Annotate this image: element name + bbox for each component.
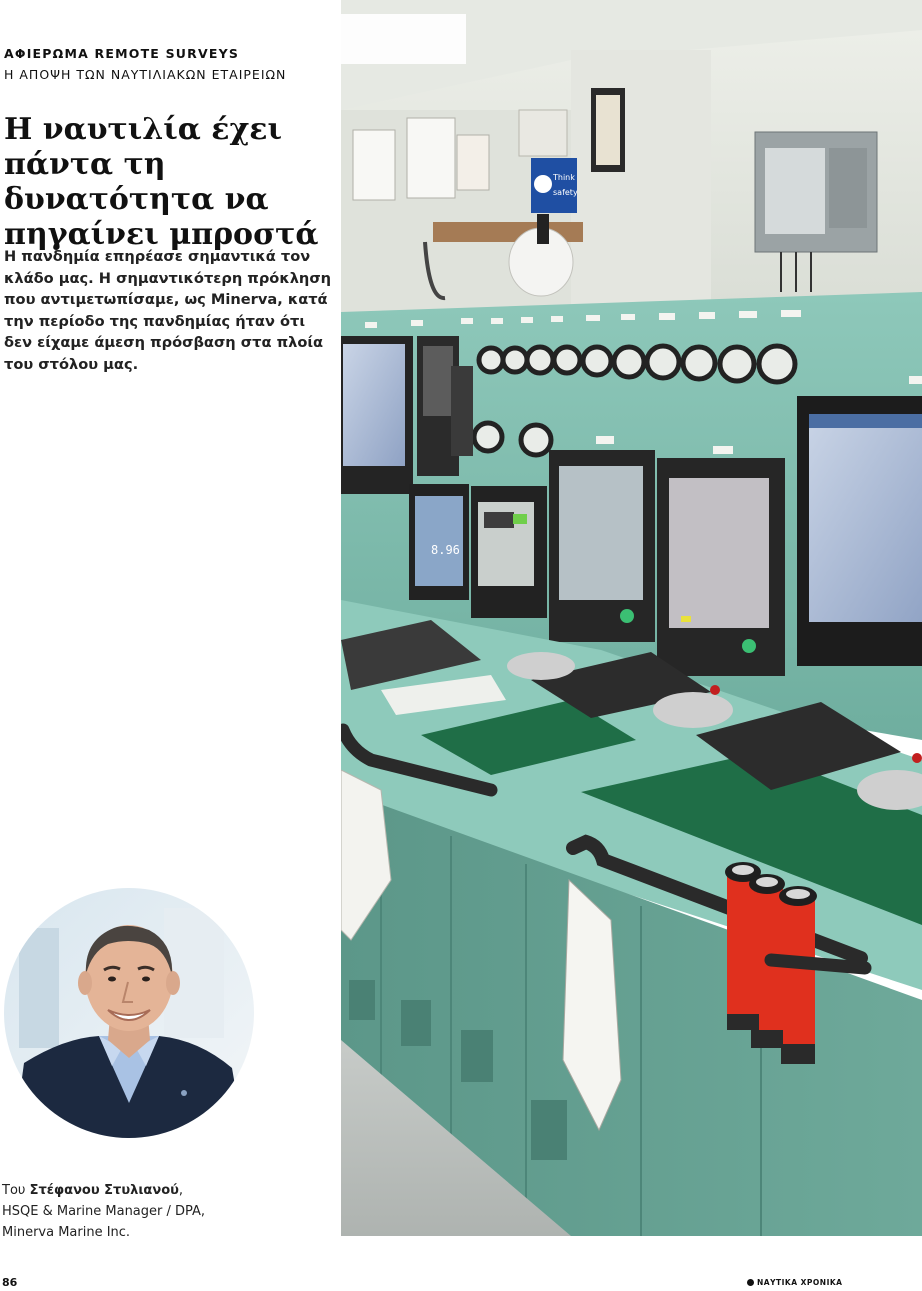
publication-footer <box>747 1278 843 1287</box>
author-company: Minerva Marine Inc. <box>2 1225 131 1240</box>
article-lead: Η πανδημία επηρέασε σημαντικά τον κλάδο μας. Η σημαντικότερη πρόκληση που αντιμετωπίσαμε, ως Minerva, κατά την περίοδο της πανδημίας ήταν ότι δεν είχαμε άμεση πρόσβαση στα πλοία του στόλου μας. <box>4 248 332 373</box>
publication-logo-icon <box>747 1279 754 1286</box>
engine-control-room-photo <box>341 0 922 1236</box>
byline-prefix: Του <box>2 1183 26 1198</box>
author-portrait <box>4 888 254 1138</box>
readout-value: 8.96 <box>431 543 460 557</box>
publication-name: ΝΑΥΤΙΚΑ ΧΡΟΝΙΚΑ <box>757 1278 843 1287</box>
engine-control-room-illustration <box>341 0 922 1236</box>
section-subkicker: Η ΑΠΟΨΗ ΤΩΝ ΝΑΥΤΙΛΙΑΚΩΝ ΕΤΑΙΡΕΙΩΝ <box>4 67 287 82</box>
author-name: Στέφανου Στυλιανού <box>29 1183 179 1198</box>
author-byline <box>2 1180 332 1243</box>
article-headline: Η ναυτιλία έχει πάντα τη δυνατότητα να πηγαίνει μπροστά <box>4 112 319 252</box>
page-number: 86 <box>2 1276 18 1289</box>
section-kicker: ΑΦΙΕΡΩΜΑ REMOTE SURVEYS <box>4 46 240 61</box>
sign-safety: safety <box>553 188 578 197</box>
byline-comma: , <box>178 1183 184 1198</box>
author-role: HSQE & Marine Manager / DPA, <box>2 1204 206 1219</box>
sign-think: Think <box>553 173 575 182</box>
author-portrait-illustration <box>4 888 254 1138</box>
